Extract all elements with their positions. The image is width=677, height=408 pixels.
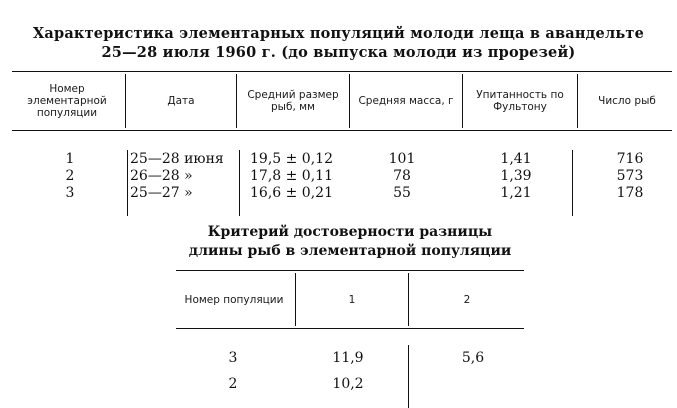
header-col-2: 2: [463, 294, 471, 306]
row-mass: 55: [393, 185, 411, 201]
header-mean-mass: Средняя масса, г: [358, 95, 454, 107]
row-number: 3: [65, 185, 75, 201]
table2-header-rule: [176, 328, 524, 329]
header-mean-size: Средний размер рыб, мм: [247, 89, 339, 113]
table1-header-divider: [462, 74, 463, 128]
table1-body-divider: [239, 150, 240, 216]
table2-header-divider: [408, 273, 409, 326]
row-date: 25—27 »: [130, 185, 193, 201]
table2-top-rule: [176, 270, 524, 271]
table-title-line-2: 25—28 июля 1960 г. (до выпуска молоди из прорезей): [101, 44, 576, 61]
row-number: 2: [228, 376, 238, 392]
row-fulton: 1,41: [500, 151, 532, 167]
header-population-number: Номер популяции: [184, 294, 284, 306]
table1-header-divider: [236, 74, 237, 128]
table1-header-rule: [12, 130, 672, 131]
row-value-2: 5,6: [461, 350, 485, 366]
table1-top-rule: [12, 71, 672, 72]
row-date: 25—28 июня: [130, 151, 224, 167]
header-col-1: 1: [348, 294, 356, 306]
header-fulton-condition: Упитанность по Фультону: [476, 89, 564, 113]
row-number: 2: [65, 168, 75, 184]
table1-header-divider: [349, 74, 350, 128]
header-date: Дата: [167, 95, 195, 107]
row-size: 19,5 ± 0,12: [250, 151, 333, 167]
row-value-1: 11,9: [332, 350, 364, 366]
table-title-line-1: Характеристика элементарных популяций молоди леща в авандельте: [32, 25, 645, 42]
row-mass: 78: [393, 168, 411, 184]
header-population-number: Номер элементарной популяции: [27, 83, 107, 119]
row-size: 16,6 ± 0,21: [250, 185, 333, 201]
row-size: 17,8 ± 0,11: [250, 168, 333, 184]
row-value-1: 10,2: [332, 376, 364, 392]
row-mass: 101: [388, 151, 416, 167]
table1-body-divider: [572, 150, 573, 216]
row-count: 716: [616, 151, 644, 167]
table1-header-divider: [125, 74, 126, 128]
row-count: 178: [616, 185, 644, 201]
row-count: 573: [616, 168, 644, 184]
row-number: 3: [228, 350, 238, 366]
header-fish-count: Число рыб: [598, 95, 656, 107]
table2-header-divider: [295, 273, 296, 326]
row-fulton: 1,21: [500, 185, 532, 201]
table1-header-divider: [577, 74, 578, 128]
table2-body-divider: [408, 345, 409, 408]
row-number: 1: [65, 151, 75, 167]
criterion-title-line-1: Критерий достоверности разницы: [207, 224, 493, 240]
table1-body-divider: [127, 150, 128, 216]
criterion-title-line-2: длины рыб в элементарной популяции: [188, 243, 512, 259]
row-fulton: 1,39: [500, 168, 532, 184]
row-date: 26—28 »: [130, 168, 193, 184]
